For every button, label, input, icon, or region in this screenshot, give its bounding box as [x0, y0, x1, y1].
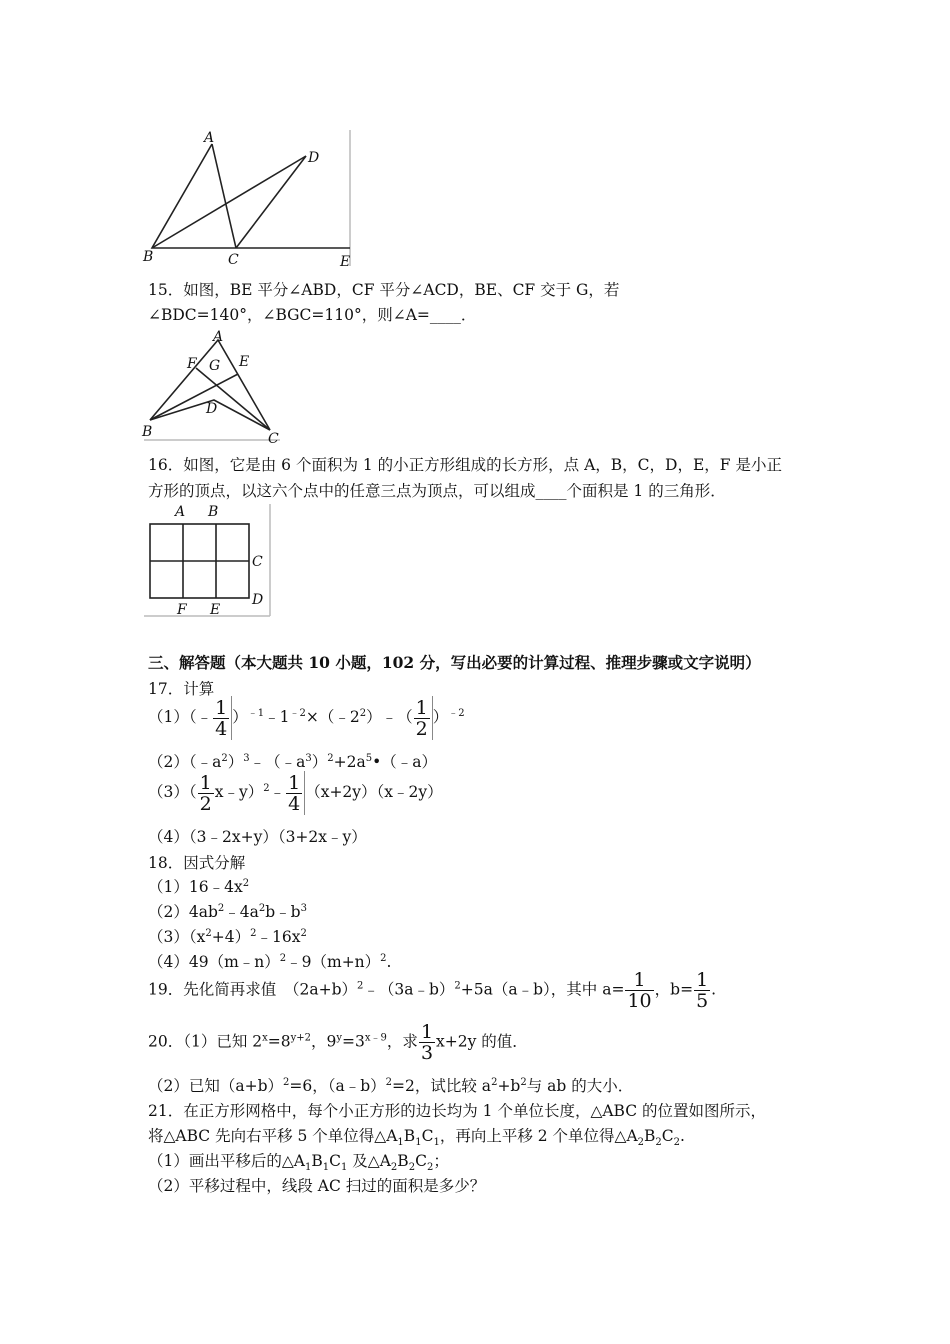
q16-label-d: D	[252, 592, 264, 608]
q16-label-c: C	[252, 554, 263, 570]
q15-label-c: C	[268, 431, 279, 446]
q16-label-e: E	[210, 602, 221, 618]
q15-label-f: F	[187, 356, 197, 372]
label-e: E	[340, 254, 351, 270]
q18-title: 18．因式分解	[148, 854, 246, 872]
q16-line1: 16．如图，它是由 6 个面积为 1 的小正方形组成的长方形，点 A，B，C，D，E，F 是小正	[148, 456, 782, 474]
q16-label-f: F	[177, 602, 187, 618]
q21-line1: 21．在正方形网格中，每个小正方形的边长均为 1 个单位长度，△ABC 的位置如图所示，	[148, 1102, 767, 1120]
q18-part2: $(2)4ab^2﹣4a^2b﹣b^3$	[148, 902, 307, 921]
top-figure	[140, 126, 360, 271]
q18-part3: $(3)(x^2+4)^2﹣16x^2$	[148, 927, 307, 946]
section3-title: 三、解答题（本大题共 10 小题，102 分，写出必要的计算过程、推理步骤或文字说明）	[148, 653, 761, 672]
q21-line2: 将△ABC 先向右平移 5 个单位得$\triangle A_1B_1C_1$，再向上平移 2 个单位得$\triangle A_2B_2C_2$.	[148, 1127, 685, 1149]
q17-part3: （3）（ $\frac{1}{2}$ x﹣y）$^2$﹣ $\frac{1}{4}$ （x+2y）（x﹣2y）	[148, 771, 443, 815]
q20-part1: 20．（1）已知 $2^x=8^{y+2}$，$9^y=3^{x﹣9}$，求 $\frac{1}{3}$ x+2y 的值．	[148, 1021, 528, 1064]
q16-label-a: A	[175, 504, 186, 520]
q17-part2: $(2)(﹣a^2)^3﹣(﹣a^3)^2+2a^5•(﹣a)$	[148, 752, 437, 771]
q15-label-g: G	[209, 358, 221, 374]
q15-line1: 15．如图，BE 平分∠ABD，CF 平分∠ACD，BE、CF 交于 G，若	[148, 281, 620, 299]
q20-part2: （2）已知$(a+b)^2=6$，（a﹣b）$^2$=2，试比较 $a^2+b^2$与 ab 的大小．	[148, 1076, 634, 1095]
label-c: C	[228, 252, 239, 268]
q15-label-a: A	[213, 329, 224, 345]
label-d: D	[308, 150, 320, 166]
q15-label-b: B	[142, 424, 153, 440]
label-a: A	[204, 130, 215, 146]
q16-figure	[140, 500, 280, 620]
q17-part4: （4）（3﹣2x+y）（3+2x﹣y）	[148, 828, 367, 846]
q21-part1: （1）画出平移后的$\triangle A_1B_1C_1$ 及$\triangle A_2B_2C_2$；	[148, 1152, 449, 1174]
q15-figure	[140, 328, 290, 446]
q18-part1: $(1)16﹣4x^2$	[148, 877, 250, 896]
label-b: B	[143, 249, 154, 265]
q19: 19．先化简再求值 $(2a+b)^2﹣(3a﹣b)^2+5a(a﹣b)$，其中 a= $\frac{1}{10}$ ，b= $\frac{1}{5}$ .	[148, 969, 717, 1012]
q18-part4: $(4)49(m﹣n)^2﹣9(m+n)^2$.	[148, 952, 392, 971]
q17-part1: （1）（﹣ $\frac{1}{4}$ ）$^{﹣1}﹣1^{﹣2}\times(﹣2^2)﹣$（ $\frac{1}{2}$ ）$^{﹣2}$	[148, 696, 465, 740]
q15-label-d: D	[206, 401, 218, 417]
q21-part2: （2）平移过程中，线段 AC 扫过的面积是多少？	[148, 1177, 486, 1195]
q16-line2: 方形的顶点，以这六个点中的任意三点为顶点，可以组成____个面积是 1 的三角形．	[148, 482, 726, 500]
q17-title: 17．计算	[148, 680, 215, 698]
q15-label-e: E	[239, 354, 250, 370]
q16-label-b: B	[208, 504, 219, 520]
q15-line2: ∠BDC=140°，∠BGC=110°，则∠A=____．	[148, 306, 477, 324]
